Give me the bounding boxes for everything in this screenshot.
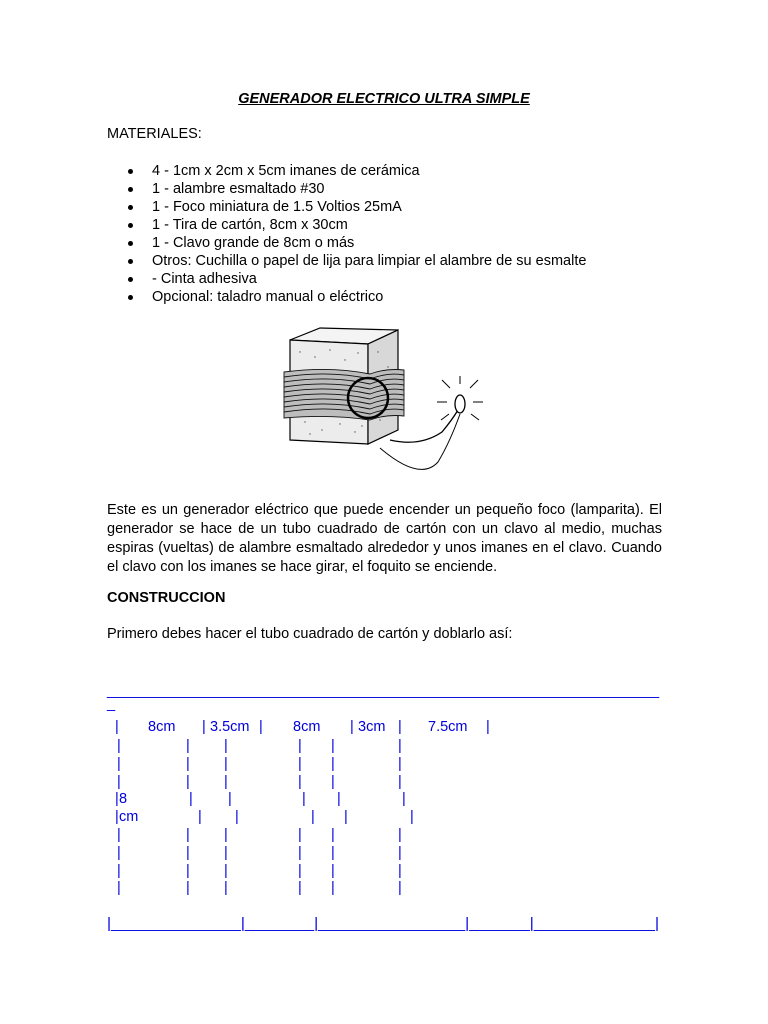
- diagram-bar: |: [202, 719, 206, 735]
- svg-text:|: |: [398, 863, 402, 879]
- svg-text:|: |: [331, 880, 335, 896]
- svg-text:|: |: [186, 774, 190, 790]
- svg-text:|: |: [189, 791, 193, 807]
- svg-text:|: |: [331, 738, 335, 754]
- materials-list: [107, 162, 586, 306]
- svg-text:|: |: [224, 774, 228, 790]
- svg-text:|: |: [344, 809, 348, 825]
- diagram-bar: |: [259, 719, 263, 735]
- svg-text:|: |: [186, 738, 190, 754]
- svg-text:|: |: [115, 791, 119, 807]
- svg-text:|: |: [117, 756, 121, 772]
- bullet-icon: [128, 169, 133, 174]
- list-item-text: Opcional: taladro manual o eléctrico: [152, 289, 384, 305]
- svg-text:|: |: [117, 827, 121, 843]
- list-item-text: 1 - Tira de cartón, 8cm x 30cm: [152, 217, 348, 233]
- svg-text:|: |: [298, 863, 302, 879]
- diagram-bar: |: [398, 719, 402, 735]
- svg-text:|: |: [302, 791, 306, 807]
- svg-text:|: |: [331, 774, 335, 790]
- svg-text:|: |: [398, 738, 402, 754]
- page-title: GENERADOR ELECTRICO ULTRA SIMPLE: [238, 91, 530, 107]
- svg-text:|: |: [117, 863, 121, 879]
- diagram-side-label: cm: [119, 809, 139, 825]
- list-item-text: 1 - Foco miniatura de 1.5 Voltios 25mA: [152, 199, 402, 215]
- intro-paragraph: Este es un generador eléctrico que puede encender un pequeño foco (lamparita). El generador se hace de un tubo cuadrado de cartón con un clavo al medio, muchas espiras (vueltas) de alambre esmaltado alrededor y unos imanes en el clavo. Cuando el clavo con los imanes se hace girar, el foquito se enciende.: [107, 502, 662, 575]
- svg-text:|: |: [398, 756, 402, 772]
- svg-text:|: |: [311, 809, 315, 825]
- svg-text:|: |: [115, 809, 119, 825]
- svg-text:|: |: [117, 880, 121, 896]
- svg-text:|: |: [398, 845, 402, 861]
- diagram-bottom-line: |_______________|________|_________________|_______|______________|: [107, 916, 659, 932]
- diagram-bar: |: [115, 719, 119, 735]
- bullet-icon: [128, 259, 133, 264]
- list-item: [107, 162, 586, 180]
- svg-text:|: |: [186, 756, 190, 772]
- svg-text:|: |: [298, 845, 302, 861]
- svg-text:|: |: [398, 774, 402, 790]
- bullet-icon: [128, 241, 133, 246]
- svg-text:|: |: [398, 880, 402, 896]
- list-item-text: 4 - 1cm x 2cm x 5cm imanes de cerámica: [152, 163, 420, 179]
- list-item-text: 1 - alambre esmaltado #30: [152, 181, 325, 197]
- diagram-top-line: _____________________________________________________________: [105, 683, 661, 699]
- svg-text:|: |: [402, 791, 406, 807]
- bullet-icon: [128, 295, 133, 300]
- diagram-dim-label: 8cm: [148, 719, 176, 735]
- svg-text:|: |: [298, 827, 302, 843]
- generator-illustration: [270, 322, 500, 487]
- section-heading: CONSTRUCCION: [107, 590, 226, 606]
- diagram-dim-label: 3cm: [358, 719, 386, 735]
- svg-text:|: |: [224, 827, 228, 843]
- svg-text:|: |: [410, 809, 414, 825]
- list-item: [107, 288, 586, 306]
- svg-text:|: |: [337, 791, 341, 807]
- svg-text:|: |: [198, 809, 202, 825]
- diagram-bar: |: [486, 719, 490, 735]
- svg-text:|: |: [186, 827, 190, 843]
- diagram-dim-label: 3.5cm: [210, 719, 250, 735]
- list-item: [107, 234, 586, 252]
- list-item: [107, 216, 586, 234]
- construction-text: Primero debes hacer el tubo cuadrado de cartón y doblarlo así:: [107, 626, 513, 642]
- svg-text:|: |: [235, 809, 239, 825]
- svg-text:|: |: [224, 738, 228, 754]
- diagram-side-label: 8: [119, 791, 128, 807]
- diagram-top-line-tail: _: [107, 696, 116, 712]
- svg-text:|: |: [398, 827, 402, 843]
- svg-text:|: |: [298, 738, 302, 754]
- cardboard-diagram: [0, 680, 768, 940]
- list-item: [107, 198, 586, 216]
- diagram-bar: |: [350, 719, 354, 735]
- svg-text:|: |: [117, 738, 121, 754]
- list-item-text: 1 - Clavo grande de 8cm o más: [152, 235, 355, 251]
- svg-text:|: |: [224, 845, 228, 861]
- svg-text:|: |: [298, 774, 302, 790]
- svg-text:|: |: [186, 880, 190, 896]
- list-item: [107, 270, 586, 288]
- svg-text:|: |: [331, 863, 335, 879]
- svg-text:|: |: [228, 791, 232, 807]
- materials-heading: MATERIALES:: [107, 126, 202, 142]
- svg-text:|: |: [224, 863, 228, 879]
- svg-text:|: |: [117, 774, 121, 790]
- svg-text:|: |: [298, 880, 302, 896]
- list-item: [107, 180, 586, 198]
- svg-text:|: |: [224, 756, 228, 772]
- diagram-dim-label: 7.5cm: [428, 719, 468, 735]
- svg-text:|: |: [331, 827, 335, 843]
- list-item-text: Otros: Cuchilla o papel de lija para limpiar el alambre de su esmalte: [152, 253, 587, 269]
- list-item-text: - Cinta adhesiva: [152, 271, 257, 287]
- bulb-icon: [455, 395, 465, 413]
- diagram-bars: [115, 738, 414, 896]
- svg-text:|: |: [331, 845, 335, 861]
- diagram-dim-label: 8cm: [293, 719, 321, 735]
- svg-text:|: |: [186, 845, 190, 861]
- bullet-icon: [128, 223, 133, 228]
- svg-text:|: |: [331, 756, 335, 772]
- bullet-icon: [128, 277, 133, 282]
- svg-text:|: |: [224, 880, 228, 896]
- svg-text:|: |: [298, 756, 302, 772]
- bullet-icon: [128, 205, 133, 210]
- bullet-icon: [128, 187, 133, 192]
- list-item: [107, 252, 586, 270]
- wire-coil: [284, 369, 404, 420]
- svg-text:|: |: [186, 863, 190, 879]
- svg-text:|: |: [117, 845, 121, 861]
